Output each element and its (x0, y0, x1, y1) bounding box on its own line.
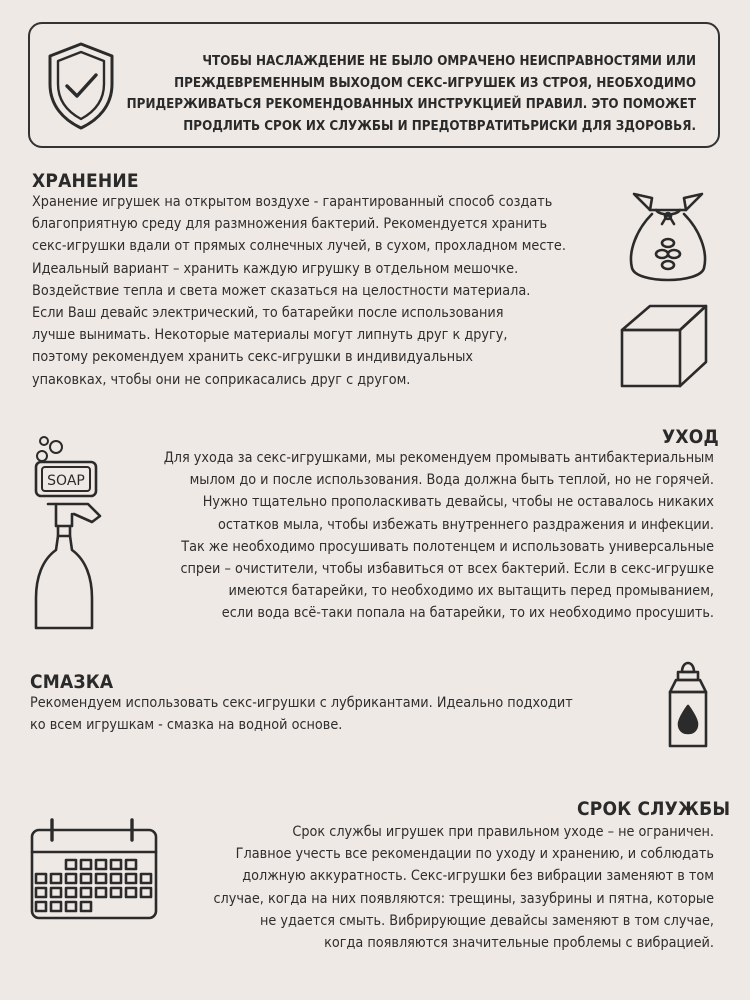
box-cube-icon (614, 300, 714, 394)
lifetime-text: Срок службы игрушек при правильном уходе – не ограничен. Главное учесть все рекомендации по уходу и хранению, и соблюдать должную аккуратность. Секс-игрушки без вибрации заменяют в том случае, когда на них появляются: трещины, зазубрины и пятна, которые не удается смыть. Вибрирующие девайсы заменяют в том случае, когда появляются значительные проблемы с вибрацией. (213, 824, 714, 952)
lifetime-heading: СРОК СЛУЖБЫ (577, 798, 731, 820)
soap-icon (32, 436, 102, 506)
intro-banner-text: ЧТОБЫ НАСЛАЖДЕНИЕ НЕ БЫЛО ОМРАЧЕНО НЕИСПРАВНОСТЯМИ ИЛИ ПРЕЖДЕВРЕМЕННЫМ ВЫХОДОМ СЕКС-ИГРУШЕК ИЗ СТРОЯ, НЕОБХОДИМО ПРИДЕРЖИВАТЬСЯ РЕКОМЕНДОВАННЫХ ИНСТРУКЦИЕЙ ПРАВИЛ. ЭТО ПОМОЖЕТ ПРОДЛИТЬ СРОК ИХ СЛУЖБЫ И ПРЕДОТВРАТИТЬРИСКИ ДЛЯ ЗДОРОВЬЯ. (126, 54, 696, 134)
spray-bottle-icon (30, 498, 110, 642)
shield-check-icon (46, 40, 116, 132)
pouch-bag-icon (622, 190, 714, 294)
storage-text: Хранение игрушек на открытом воздухе - гарантированный способ создать благоприятную среду для размножения бактерий. Рекомендуется хранить секс-игрушки вдали от прямых солнечных лучей, в сухом, прохладном месте. Идеальный вариант – хранить каждую игрушку в отдельном мешочке. Воздействие тепла и света может сказаться на целостности материала. Если Ваш девайс электрический, то батарейки после использования лучше вынимать. Некоторые материалы могут липнуть друг к другу, поэтому рекомендуем хранить секс-игрушки в индивидуальных упаковках, чтобы они не соприкасались друг с другом. (32, 194, 566, 388)
lube-text: Рекомендуем использовать секс-игрушки с лубрикантами. Идеально подходит ко всем игрушкам - смазка на водной основе. (30, 695, 573, 734)
soap-label: SOAP (47, 473, 85, 489)
baby-bottle-drop-icon (662, 660, 714, 756)
care-heading: УХОД (662, 426, 719, 448)
calendar-icon (28, 816, 162, 926)
storage-heading: ХРАНЕНИЕ (32, 170, 139, 192)
lube-heading: СМАЗКА (30, 671, 114, 693)
care-text: Для ухода за секс-игрушками, мы рекомендуем промывать антибактериальным мылом до и после использования. Вода должна быть теплой, но не горячей. Нужно тщательно прополаскивать девайсы, чтобы не оставалось никаких остатков мыла, чтобы избежать внутреннего раздражения и инфекции. Так же необходимо просушивать полотенцем и использовать универсальные спреи – очистители, чтобы избавиться от всех бактерий. Если в секс-игрушке имеются батарейки, то необходимо их вытащить перед промыванием, если вода всё-таки попала на батарейки, то их необходимо просушить. (163, 450, 714, 622)
